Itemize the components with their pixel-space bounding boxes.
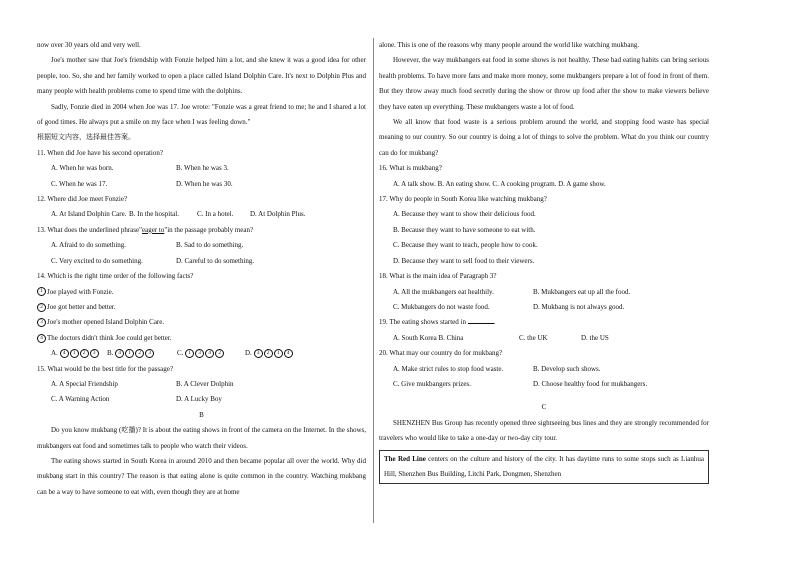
option[interactable]: D. At Dolphin Plus. bbox=[250, 210, 306, 219]
circled-number: 2 bbox=[215, 349, 224, 358]
question-19-stem: 19. The eating shows started in bbox=[379, 318, 466, 327]
passage-c-paragraph: SHENZHEN Bus Group has recently opened three sightseeing bus lines and they are strongly recommended for travelers who would like to take a one-day or two-day city tour. bbox=[379, 418, 709, 443]
question-19-end: . bbox=[493, 318, 496, 327]
passage-a-end: now over 30 years old and very well. bbox=[37, 41, 141, 49]
option[interactable]: C. the UK bbox=[519, 333, 548, 342]
option[interactable]: A. A Special Friendship bbox=[51, 379, 118, 388]
option[interactable]: C. Because they want to teach, people how to cook. bbox=[393, 241, 538, 250]
option[interactable]: D. Careful to do something. bbox=[176, 256, 255, 265]
circled-number: 1 bbox=[37, 287, 46, 296]
box-title: The Red Line bbox=[384, 454, 426, 463]
circled-number: 1 bbox=[70, 349, 79, 358]
fact-item bbox=[37, 285, 366, 300]
option[interactable]: B. Because they want to have someone to eat with. bbox=[393, 225, 536, 234]
question-20-options bbox=[379, 377, 709, 392]
question-13-stem-end: "in the passage probably mean? bbox=[164, 225, 254, 234]
option[interactable]: D. A Lucky Boy bbox=[176, 395, 222, 404]
circled-number: 1 bbox=[185, 349, 194, 358]
section-heading-c: C bbox=[541, 403, 547, 412]
question-12: 12. Where did Joe meet Fonzie? bbox=[37, 195, 128, 204]
fact-item bbox=[37, 300, 366, 315]
question-18-options bbox=[379, 300, 709, 315]
question-19 bbox=[379, 315, 709, 330]
circled-number: 3 bbox=[37, 318, 46, 327]
option[interactable]: C. A Warning Action bbox=[51, 395, 110, 404]
question-12-options bbox=[37, 207, 366, 222]
question-18-options bbox=[379, 285, 709, 300]
question-20: 20. What may our country do for mukbang? bbox=[379, 349, 503, 358]
option-letter: A. bbox=[51, 349, 58, 358]
circled-number: 3 bbox=[195, 349, 204, 358]
passage-a-paragraph: Sadly, Fonzie died in 2004 when Joe was 17. Joe wrote: "Fonzie was a great friend to me; he and I shared a lot of good times. He always put a smile on my face when I was feeling down." bbox=[37, 102, 366, 127]
question-13-options bbox=[37, 254, 366, 269]
circled-number: 4 bbox=[115, 349, 124, 358]
question-13-stem: 13. What does the underlined phrase" bbox=[37, 225, 142, 234]
circled-number: 2 bbox=[264, 349, 273, 358]
circled-number: 4 bbox=[205, 349, 214, 358]
circled-number: 3 bbox=[254, 349, 263, 358]
fact-text: The doctors didn't think Joe could get better. bbox=[47, 333, 172, 342]
option[interactable]: D. the US bbox=[581, 333, 609, 342]
option[interactable]: B. Mukbangers eat up all the food. bbox=[533, 287, 631, 296]
passage-b-paragraph: Do you know mukbang (吃播)? It is about the eating shows in front of the camera on the Internet. In the shows, mukbangers eat food and sometimes talk to people who watch their videos. bbox=[37, 426, 366, 450]
circled-number: 4 bbox=[60, 349, 69, 358]
circled-number: 1 bbox=[274, 349, 283, 358]
question-14-options bbox=[37, 346, 366, 361]
option-letter: C. bbox=[177, 349, 184, 358]
underlined-phrase: eager to bbox=[141, 225, 165, 234]
circled-number: 3 bbox=[90, 349, 99, 358]
circled-number: 1 bbox=[125, 349, 134, 358]
question-19-options bbox=[379, 331, 709, 346]
option[interactable]: C. Very excited to do something. bbox=[51, 256, 143, 265]
circled-number: 2 bbox=[37, 303, 46, 312]
fact-text: Joe played with Fonzie. bbox=[47, 287, 114, 296]
option[interactable]: B. In the hospital. bbox=[129, 210, 179, 219]
passage-b-paragraph: We all know that food waste is a serious problem around the world, and stopping food waste has special meaning to our country. So our country is doing a lot of things to solve the problem. What do you think our country can do for mukbang? bbox=[379, 118, 709, 157]
option-letter: B. bbox=[107, 349, 114, 358]
question-15: 15. What would be the best title for the passage? bbox=[37, 364, 173, 373]
right-column bbox=[379, 38, 709, 484]
red-line-info-box bbox=[379, 450, 709, 485]
option[interactable]: A. Make strict rules to stop food waste. bbox=[393, 364, 504, 373]
option[interactable]: B. Sad to do something. bbox=[176, 241, 244, 250]
instruction-text: 根据短文内容，选择最佳答案。 bbox=[37, 133, 135, 142]
fact-item bbox=[37, 331, 366, 346]
fact-text: Joe got better and better. bbox=[47, 302, 116, 311]
fact-item bbox=[37, 315, 366, 330]
option[interactable]: A. Afraid to do something. bbox=[51, 241, 127, 250]
option[interactable]: A. South Korea B. China bbox=[393, 333, 464, 342]
option[interactable]: A. Because they want to show their delicious food. bbox=[393, 210, 536, 219]
fact-text: Joe's mother opened Island Dolphin Care. bbox=[47, 318, 165, 327]
option[interactable]: C. In a hotel. bbox=[197, 210, 234, 219]
question-17: 17. Why do people in South Korea like watching mukbang? bbox=[379, 195, 547, 204]
question-18: 18. What is the main idea of Paragraph 3? bbox=[379, 272, 497, 281]
question-15-options bbox=[37, 392, 366, 407]
option[interactable]: D. Choose healthy food for mukbangers. bbox=[533, 379, 648, 388]
option[interactable] bbox=[107, 346, 177, 361]
circled-number: 4 bbox=[284, 349, 293, 358]
question-20-options bbox=[379, 362, 709, 377]
option[interactable]: C. When he was 17. bbox=[51, 179, 108, 188]
option[interactable]: D. When he was 30. bbox=[176, 179, 233, 188]
option[interactable] bbox=[245, 346, 294, 361]
option[interactable]: C. Give mukbangers prizes. bbox=[393, 379, 471, 388]
option[interactable]: D. Because they want to sell food to their viewers. bbox=[393, 256, 535, 265]
passage-b-paragraph: The eating shows started in South Korea in around 2010 and then became popular all over the world. Why did mukbang start in this country? The reason is that eating alone is quite common in the country. Watching mukbang can be a way to have someone to eat with, even though they are at home bbox=[37, 456, 366, 496]
option[interactable]: A. At Island Dolphin Care. bbox=[51, 210, 127, 219]
passage-b-paragraph: alone. This is one of the reasons why many people around the world like watching mukbang. bbox=[379, 41, 640, 49]
question-11-options bbox=[37, 161, 366, 176]
option[interactable]: A. All the mukbangers eat healthily. bbox=[393, 287, 494, 296]
option[interactable]: B. When he was 3. bbox=[176, 164, 229, 173]
question-11: 11. When did Joe have his second operation? bbox=[37, 148, 163, 157]
question-16: 16. What is mukbang? bbox=[379, 164, 442, 173]
option[interactable]: C. Mukbangers do not waste food. bbox=[393, 302, 490, 311]
passage-a-paragraph: Joe's mother saw that Joe's friendship with Fonzie helped him a lot, and she knew it was a good idea for other people, too. So, she and her family worked to open a place called Island Dolphin Care. It's next to Dolphin Plus and many people with health problems come to spend time with the dolphins. bbox=[37, 56, 366, 96]
circled-number: 2 bbox=[80, 349, 89, 358]
question-14: 14. Which is the right time order of the following facts? bbox=[37, 272, 194, 281]
question-15-options bbox=[37, 377, 366, 392]
circled-number: 4 bbox=[37, 334, 46, 343]
option[interactable]: B. A Clever Dolphin bbox=[176, 379, 234, 388]
option[interactable]: D. Mukbang is not always good. bbox=[533, 302, 625, 311]
answer-blank[interactable] bbox=[468, 316, 496, 327]
option[interactable]: A. When he was born. bbox=[51, 164, 114, 173]
left-column bbox=[37, 38, 366, 500]
option[interactable] bbox=[51, 346, 107, 361]
spacer bbox=[379, 392, 709, 400]
circled-number: 2 bbox=[135, 349, 144, 358]
option[interactable]: B. Develop such shows. bbox=[533, 364, 601, 373]
box-text: centers on the culture and history of the city. It has daytime runs to some stops such as Lianhua Hill, Shenzhen Bus Building, Litchi Park, Dongmen, Shenzhen bbox=[384, 454, 704, 478]
section-heading-b: B bbox=[199, 410, 204, 419]
option-letter: D. bbox=[245, 349, 252, 358]
question-13 bbox=[37, 223, 366, 238]
question-16-options[interactable]: A. A talk show. B. An eating show. C. A cooking program. D. A game show. bbox=[393, 179, 606, 188]
question-11-options bbox=[37, 177, 366, 192]
circled-number: 3 bbox=[145, 349, 154, 358]
question-13-options bbox=[37, 238, 366, 253]
column-divider bbox=[373, 38, 374, 523]
option[interactable] bbox=[177, 346, 245, 361]
passage-b-paragraph: However, the way mukbangers eat food in some shows is not healthy. These bad eating habits can bring serious health problems. To have more fans and make more money, some mukbangers prepare a lot of food in front of them. But they throw away much food secretly during the show or throw up food after the show to make viewers believe they have eaten up everything. These mukbangers waste a lot of food. bbox=[379, 56, 709, 111]
